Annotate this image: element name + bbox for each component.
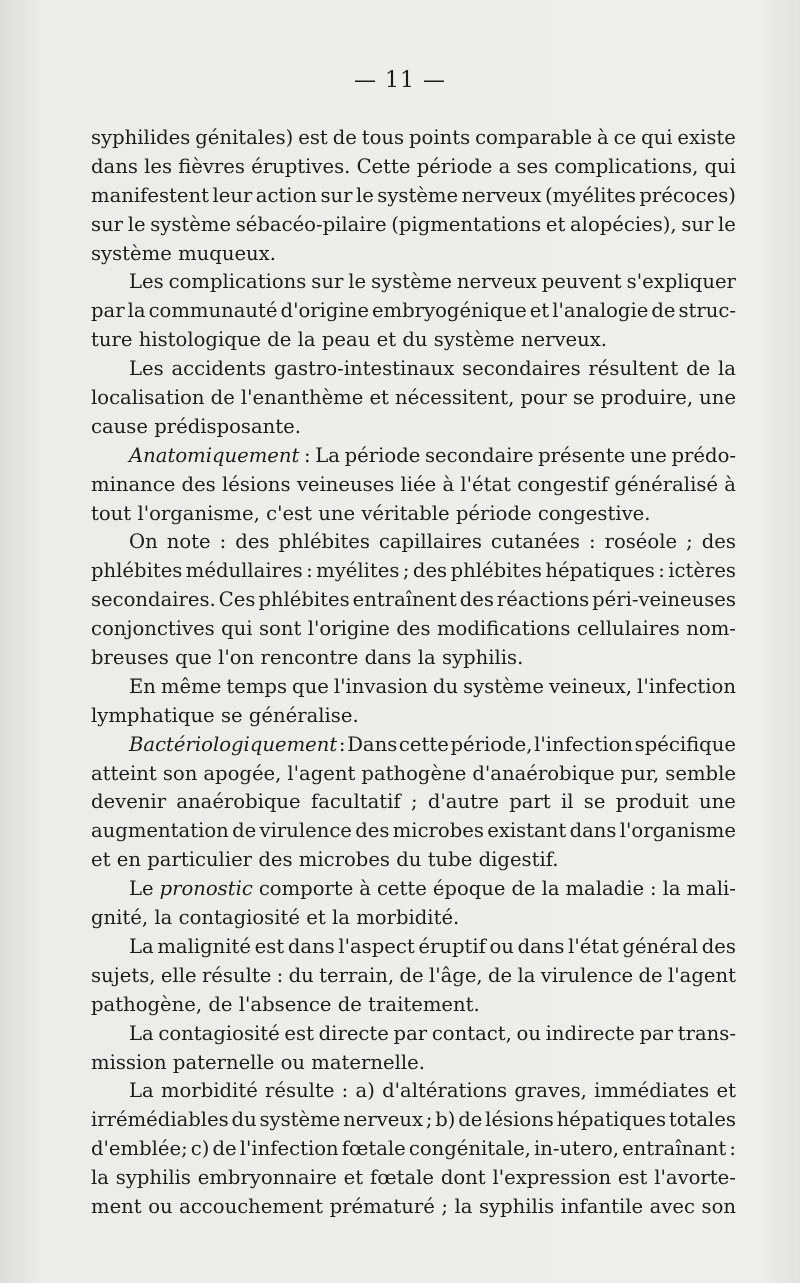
text-line: et en particulier des microbes du tube digestif. [91, 848, 559, 872]
text-line: En même temps que l'invasion du système veineux, l'infection [129, 674, 736, 698]
text-line: On note : des phlébites capillaires cutanées : roséole ; des [129, 530, 736, 554]
text-line: système muqueux. [91, 241, 276, 265]
text-line: sur le système sébacéo-pilaire (pigmentations et alopécies), sur le [91, 212, 736, 236]
text-line: atteint son apogée, l'agent pathogène d'anaérobique pur, semble [91, 761, 736, 785]
text-line: tout l'organisme, c'est une véritable période congestive. [91, 501, 651, 525]
page-number: — 11 — [354, 68, 446, 93]
text-line: devenir anaérobique facultatif ; d'autre part il se produit une [91, 790, 736, 814]
text-line: lymphatique se généralise. [91, 703, 359, 727]
text-line: Les accidents gastro-intestinaux secondaires résultent de la [129, 357, 736, 381]
text-line: d'emblée; c) de l'infection fœtale congénitale, in-utero, entraînant : [91, 1137, 736, 1161]
text-line: La morbidité résulte : a) d'altérations graves, immédiates et [129, 1079, 736, 1103]
text-line: Les complications sur le système nerveux peuvent s'expliquer [129, 270, 736, 294]
text-line: mission paternelle ou maternelle. [91, 1050, 425, 1074]
text-line: la syphilis embryonnaire et fœtale dont l'expression est l'avorte- [91, 1166, 736, 1190]
text-line: La malignité est dans l'aspect éruptif ou dans l'état général des [129, 934, 736, 958]
text-line: cause prédisposante. [91, 414, 301, 438]
text-line: pathogène, de l'absence de traitement. [91, 992, 480, 1016]
text-line: Anatomiquement : La période secondaire présente une prédo- [129, 443, 736, 467]
text-line: conjonctives qui sont l'origine des modifications cellulaires nom- [91, 617, 736, 641]
text-line: gnité, la contagiosité et la morbidité. [91, 906, 460, 930]
text-line: Bactériologiquement : Dans cette période, l'infection spécifique [129, 732, 736, 756]
body-text [91, 124, 736, 1222]
text-line: manifestent leur action sur le système nerveux (myélites précoces) [91, 183, 736, 207]
text-line: irrémédiables du système nerveux ; b) de lésions hépatiques totales [91, 1108, 736, 1132]
text-line: syphilides génitales) est de tous points comparable à ce qui existe [91, 126, 736, 149]
text-line: dans les fièvres éruptives. Cette période a ses complications, qui [91, 154, 736, 178]
text-line: par la communauté d'origine embryogénique et l'analogie de struc- [91, 299, 736, 323]
text-line: secondaires. Ces phlébites entraînent des réactions péri-veineuses [91, 588, 736, 612]
text-line: ment ou accouchement prématuré ; la syphilis infantile avec son [91, 1194, 736, 1218]
text-line: phlébites médullaires : myélites ; des phlébites hépatiques : ictères [91, 559, 736, 583]
text-line: La contagiosité est directe par contact, ou indirecte par trans- [129, 1021, 736, 1045]
text-line: minance des lésions veineuses liée à l'état congestif généralisé à [91, 472, 736, 496]
text-line: ture histologique de la peau et du système nerveux. [91, 328, 608, 352]
text-line: breuses que l'on rencontre dans la syphilis. [91, 646, 524, 670]
text-line: sujets, elle résulte : du terrain, de l'âge, de la virulence de l'agent [91, 963, 736, 987]
text-line: Le pronostic comporte à cette époque de la maladie : la mali- [129, 877, 736, 901]
text-line: localisation de l'enanthème et nécessitent, pour se produire, une [91, 386, 736, 410]
text-line: augmentation de virulence des microbes existant dans l'organisme [91, 819, 736, 843]
